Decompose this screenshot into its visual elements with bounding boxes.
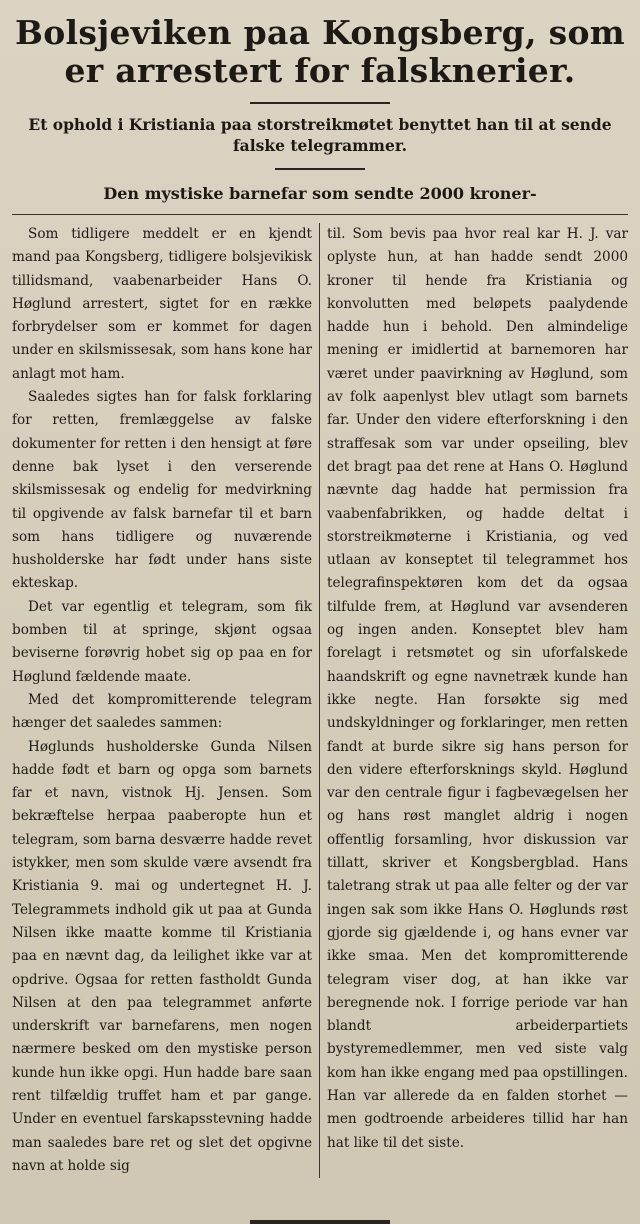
paragraph: Med det kompromitterende telegram hænger det saaledes sammen:: [12, 691, 312, 732]
divider-rule: [275, 168, 365, 170]
paragraph: til. Som bevis paa hvor real kar H. J. var oplyste hun, at han hadde sendt 2000 kroner til hende fra Kristiania og konvolutten med beløpets paalydende hadde hun i behold. Den almindelige mening er imidlertid at barnemoren har været under paavirkning av Høglund, som av folk aapenlyst blev utlagt som barnets far. Under den videre efterforskning i den straffesak som var under opseiling, blev det bragt paa det rene at Hans O. Høglund nævnte dag hadde hat permission fra vaabenfabrikken, og hadde deltat i storstreikmøterne i Kristiania, og ved utlaan av konseptet til telegrammet hos telegrafinspektøren kom det da ogsaa tilfulde frem, at Høglund var avsenderen og ingen anden. Konseptet blev ham forelagt i retsmøtet og sin uforfalskede haandskrift og egne navnetræk kunde han ikke negte. Han forsøkte sig med undskyldninger og forklaringer, men retten fandt at burde sikre sig hans person for den videre efterforsknings skyld. Høglund var den centrale figur i fagbevægelsen her og hans røst manglet aldrig i nogen offentlig forsamling, hvor diskussion var tillatt, skriver et Kongsbergblad. Hans taletrang strak ut paa alle felter og der var ingen sak som ikke Hans O. Høglunds røst gjorde sig gjældende i, og hans evner var ikke smaa. Men det kompromitterende telegram viser dog, at han ikke var beregnende nok. I forrige periode var han blandt arbeiderpartiets bystyremedlemmer, men ved siste valg kom han ikke engang med paa opstillingen. Han var allerede da en falden storhet — men godtroende arbeideres tillid har han hat like til det siste.: [327, 226, 628, 1151]
bottom-rule: [250, 1220, 390, 1224]
paragraph: Som tidligere meddelt er en kjendt mand paa Kongsberg, tidligere bolsjevikisk tillidsmand, vaabenarbeider Hans O. Høglund arrestert, sigtet for en række forbrydelser som er kommet for dagen under en skilsmissesak, som hans kone har anlagt mot ham.: [12, 226, 312, 382]
subheadline: Et ophold i Kristiania paa storstreikmøtet benyttet han til at sende falske telegrammer.: [28, 115, 612, 155]
headline-line-1: Bolsjeviken paa Kongsberg, som: [15, 13, 625, 52]
headline: [12, 14, 628, 90]
article-columns: [12, 214, 628, 1178]
left-column: [12, 223, 320, 1178]
section-heading: Den mystiske barnefar som sendte 2000 kroner-: [103, 184, 537, 203]
paragraph: Det var egentlig et telegram, som fik bomben til at springe, skjønt ogsaa beviserne forøvrig hobet sig op paa en for Høglund fældende maate.: [12, 598, 312, 685]
headline-line-2: er arrestert for falsknerier.: [64, 51, 576, 90]
right-column: [320, 223, 628, 1178]
paragraph: Høglunds husholderske Gunda Nilsen hadde født et barn og opga som barnets far et navn, vistnok Hj. Jensen. Som bekræftelse herpaa paaberopte hun et telegram, som barna desværre hadde revet istykker, men som skulde være avsendt fra Kristiania 9. mai og undertegnet H. J. Telegrammets indhold gik ut paa at Gunda Nilsen ikke maatte komme til Kristiania paa en nævnt dag, da leilighet ikke var at opdrive. Ogsaa for retten fastholdt Gunda Nilsen at den paa telegrammet anførte underskrift var barnefarens, men nogen nærmere besked om den mystiske person kunde hun ikke opgi. Hun hadde bare saan rent tilfældig truffet ham et par gange. Under en eventuel farskapsstevning hadde man saaledes bare ret og slet det opgivne navn at holde sig: [12, 738, 312, 1174]
divider-rule: [250, 102, 390, 104]
paragraph: Saaledes sigtes han for falsk forklaring for retten, fremlæggelse av falske dokumenter for retten i den hensigt at føre denne bak lyset i den verserende skilsmissesak og endelig for medvirkning til opgivende av falsk barnefar til et barn som hans tidligere og nuværende husholderske har født under hans siste ekteskap.: [12, 389, 312, 592]
